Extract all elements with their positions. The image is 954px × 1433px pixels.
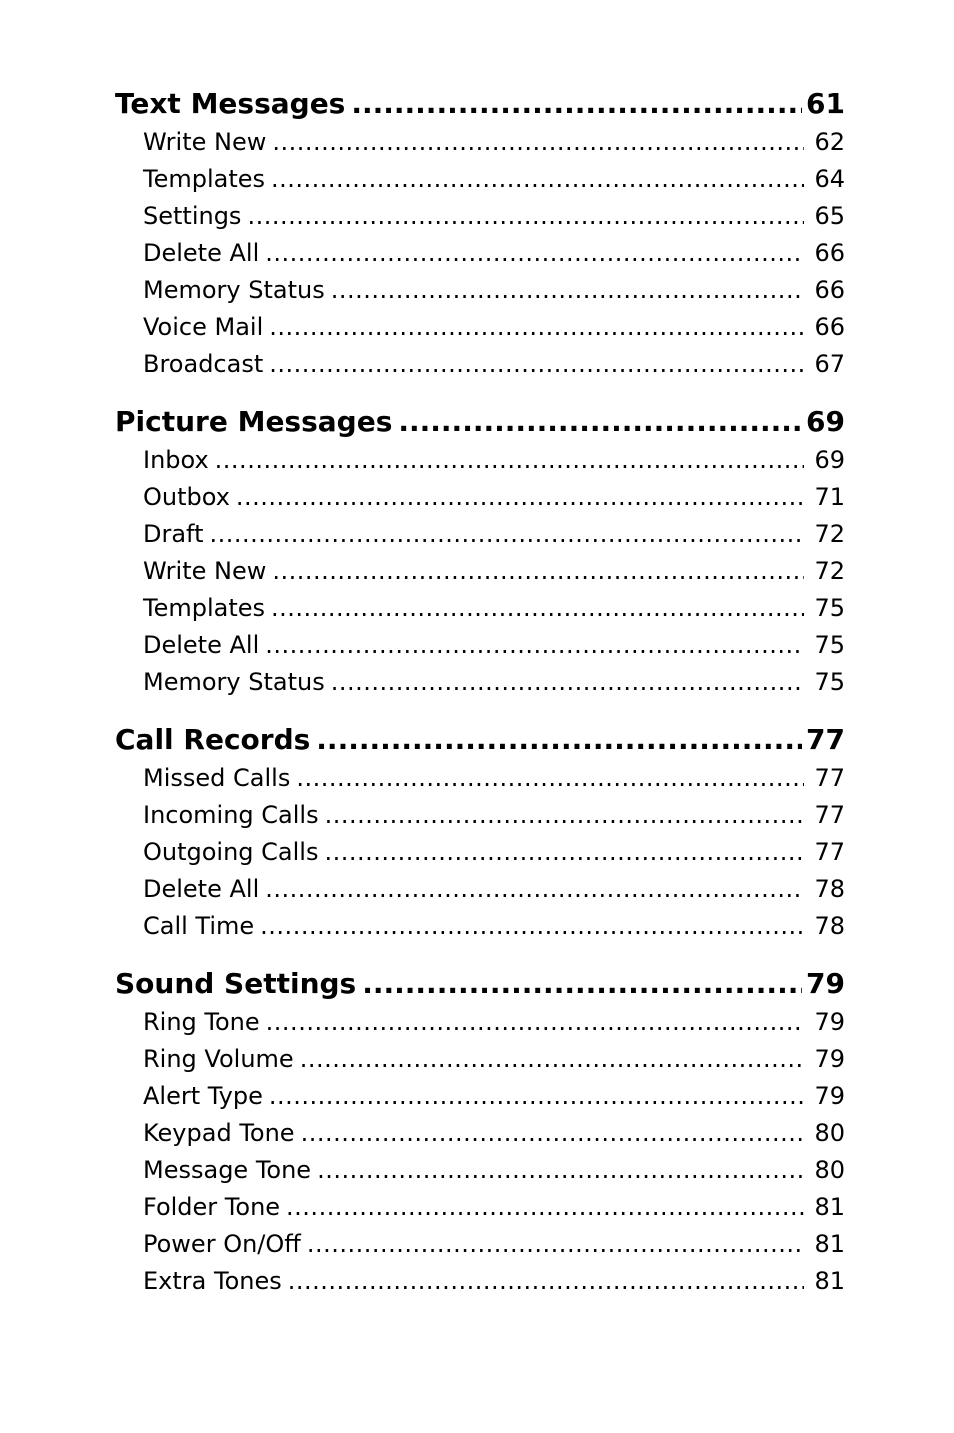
toc-entry[interactable]: [115, 1041, 845, 1078]
entry-label: Delete All: [143, 239, 260, 267]
entry-label: Broadcast: [143, 350, 264, 378]
dot-leader: [236, 479, 805, 516]
entry-label: Templates: [143, 594, 266, 622]
toc-section: [115, 964, 845, 1300]
entry-page-number: 75: [814, 631, 845, 659]
entry-label: Call Time: [143, 912, 255, 940]
entry-label: Delete All: [143, 875, 260, 903]
entry-label: Templates: [143, 165, 266, 193]
dot-leader: [269, 346, 804, 383]
entry-label: Write New: [143, 128, 267, 156]
entry-label: Outbox: [143, 483, 230, 511]
dot-leader: [325, 797, 805, 834]
dot-leader: [271, 161, 804, 198]
entry-label: Folder Tone: [143, 1193, 281, 1221]
toc-entry[interactable]: [115, 1263, 845, 1300]
entry-page-number: 67: [814, 350, 845, 378]
toc-entry[interactable]: [115, 1152, 845, 1189]
table-of-contents: [115, 84, 845, 1300]
toc-entry[interactable]: [115, 1004, 845, 1041]
toc-entry[interactable]: [115, 760, 845, 797]
dot-leader: [269, 309, 804, 346]
toc-section-heading[interactable]: [115, 720, 845, 760]
toc-section: [115, 402, 845, 701]
entry-page-number: 71: [814, 483, 845, 511]
entry-page-number: 66: [814, 239, 845, 267]
entry-label: Alert Type: [143, 1082, 263, 1110]
entry-page-number: 78: [814, 875, 845, 903]
toc-section-heading[interactable]: [115, 84, 845, 124]
entry-page-number: 77: [814, 764, 845, 792]
toc-entry[interactable]: [115, 797, 845, 834]
dot-leader: [331, 664, 805, 701]
dot-leader: [271, 590, 804, 627]
toc-entry[interactable]: [115, 479, 845, 516]
entry-page-number: 77: [814, 838, 845, 866]
dot-leader: [265, 235, 804, 272]
dot-leader: [272, 553, 804, 590]
toc-section: [115, 720, 845, 945]
entry-label: Extra Tones: [143, 1267, 282, 1295]
dot-leader: [362, 964, 802, 1004]
entry-label: Delete All: [143, 631, 260, 659]
toc-section-heading[interactable]: [115, 964, 845, 1004]
toc-entry[interactable]: [115, 235, 845, 272]
toc-entry[interactable]: [115, 346, 845, 383]
toc-entry[interactable]: [115, 834, 845, 871]
section-page-number: 79: [806, 967, 845, 1000]
toc-entry[interactable]: [115, 442, 845, 479]
dot-leader: [215, 442, 805, 479]
toc-entry[interactable]: [115, 627, 845, 664]
entry-label: Inbox: [143, 446, 209, 474]
entry-page-number: 75: [814, 594, 845, 622]
entry-page-number: 62: [814, 128, 845, 156]
section-title: Picture Messages: [115, 405, 393, 438]
entry-page-number: 81: [814, 1267, 845, 1295]
entry-label: Settings: [143, 202, 242, 230]
entry-page-number: 77: [814, 801, 845, 829]
dot-leader: [331, 272, 805, 309]
dot-leader: [288, 1263, 805, 1300]
entry-label: Memory Status: [143, 668, 325, 696]
entry-page-number: 81: [814, 1193, 845, 1221]
toc-entry[interactable]: [115, 664, 845, 701]
toc-entry[interactable]: [115, 590, 845, 627]
entry-page-number: 80: [814, 1156, 845, 1184]
dot-leader: [265, 627, 804, 664]
dot-leader: [265, 871, 804, 908]
toc-entry[interactable]: [115, 272, 845, 309]
dot-leader: [316, 720, 802, 760]
entry-page-number: 79: [814, 1045, 845, 1073]
section-page-number: 69: [806, 405, 845, 438]
toc-entry[interactable]: [115, 1189, 845, 1226]
entry-label: Keypad Tone: [143, 1119, 295, 1147]
dot-leader: [266, 1004, 805, 1041]
dot-leader: [272, 124, 804, 161]
entry-page-number: 79: [814, 1082, 845, 1110]
dot-leader: [317, 1152, 804, 1189]
section-title: Text Messages: [115, 87, 346, 120]
dot-leader: [398, 402, 802, 442]
dot-leader: [296, 760, 804, 797]
section-page-number: 77: [806, 723, 845, 756]
dot-leader: [247, 198, 804, 235]
dot-leader: [351, 84, 802, 124]
toc-entry[interactable]: [115, 161, 845, 198]
section-title: Sound Settings: [115, 967, 357, 1000]
entry-page-number: 79: [814, 1008, 845, 1036]
entry-label: Power On/Off: [143, 1230, 301, 1258]
entry-label: Ring Tone: [143, 1008, 260, 1036]
dot-leader: [307, 1226, 805, 1263]
entry-label: Memory Status: [143, 276, 325, 304]
section-title: Call Records: [115, 723, 311, 756]
toc-section: [115, 84, 845, 383]
dot-leader: [300, 1041, 805, 1078]
toc-entry[interactable]: [115, 908, 845, 945]
toc-entry[interactable]: [115, 1078, 845, 1115]
section-page-number: 61: [806, 87, 845, 120]
entry-page-number: 66: [814, 276, 845, 304]
entry-label: Incoming Calls: [143, 801, 319, 829]
toc-entry[interactable]: [115, 871, 845, 908]
entry-label: Outgoing Calls: [143, 838, 319, 866]
dot-leader: [269, 1078, 805, 1115]
entry-page-number: 78: [814, 912, 845, 940]
toc-entry[interactable]: [115, 553, 845, 590]
dot-leader: [324, 834, 804, 871]
entry-label: Draft: [143, 520, 204, 548]
entry-label: Ring Volume: [143, 1045, 294, 1073]
entry-page-number: 72: [814, 520, 845, 548]
entry-page-number: 72: [814, 557, 845, 585]
entry-page-number: 81: [814, 1230, 845, 1258]
toc-entry[interactable]: [115, 1226, 845, 1263]
toc-entry[interactable]: [115, 1115, 845, 1152]
entry-page-number: 64: [814, 165, 845, 193]
entry-page-number: 65: [814, 202, 845, 230]
toc-entry[interactable]: [115, 309, 845, 346]
entry-page-number: 66: [814, 313, 845, 341]
entry-label: Missed Calls: [143, 764, 291, 792]
entry-page-number: 75: [814, 668, 845, 696]
toc-section-heading[interactable]: [115, 402, 845, 442]
entry-page-number: 69: [814, 446, 845, 474]
dot-leader: [210, 516, 805, 553]
entry-page-number: 80: [814, 1119, 845, 1147]
dot-leader: [286, 1189, 804, 1226]
entry-label: Voice Mail: [143, 313, 264, 341]
toc-entry[interactable]: [115, 198, 845, 235]
dot-leader: [260, 908, 804, 945]
entry-label: Message Tone: [143, 1156, 312, 1184]
toc-entry[interactable]: [115, 124, 845, 161]
toc-entry[interactable]: [115, 516, 845, 553]
dot-leader: [301, 1115, 805, 1152]
entry-label: Write New: [143, 557, 267, 585]
